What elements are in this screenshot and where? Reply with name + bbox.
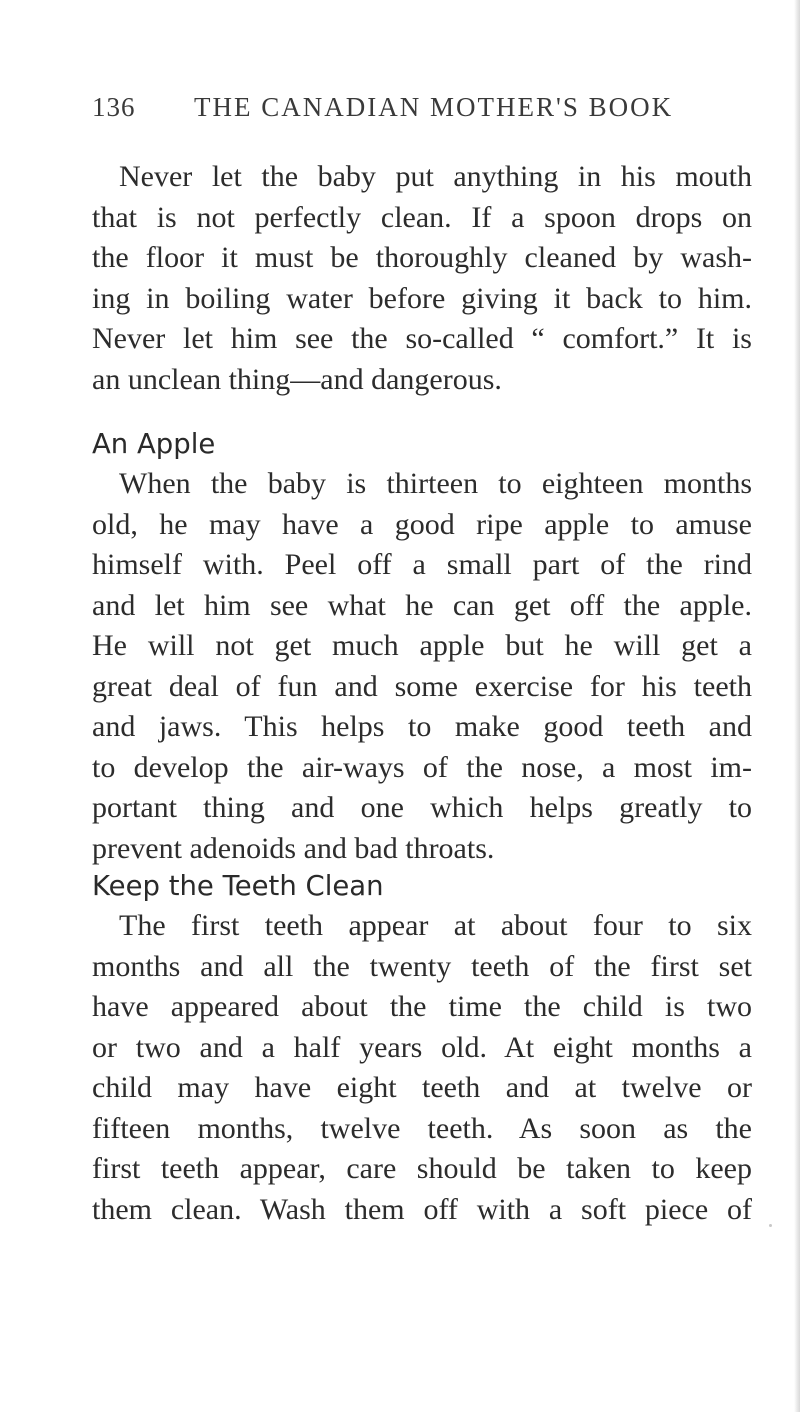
text-line: the floor it must be thoroughly cleaned by wash- — [92, 241, 752, 274]
text-line: The first teeth appear at about four to six — [119, 909, 752, 942]
text-line: portant thing and one which helps greatly to — [92, 791, 752, 824]
text-line: that is not perfectly clean. If a spoon drops on — [92, 200, 752, 234]
running-head: THE CANADIAN MOTHER'S BOOK — [194, 92, 674, 122]
text-line: Never let the baby put anything in his mouth — [119, 160, 752, 193]
text-line: himself with. Peel off a small part of the rind — [92, 548, 752, 581]
text-line: old, he may have a good ripe apple to amuse — [92, 507, 752, 541]
text-line: or two and a half years old. At eight months a — [92, 1030, 752, 1064]
page-header — [92, 92, 752, 132]
text-line: Never let him see the so-called “ comfort.” It is — [92, 322, 752, 355]
paragraph-baby-mouth — [92, 157, 752, 400]
text-line: great deal of fun and some exercise for his teeth — [92, 669, 752, 703]
text-line: ing in boiling water before giving it back to him. — [92, 281, 752, 315]
section-keep-teeth-clean — [92, 866, 752, 1230]
text-line: prevent adenoids and bad throats. — [92, 831, 495, 865]
text-line: them clean. Wash them off with a soft piece of — [92, 1192, 752, 1226]
section-an-apple — [92, 424, 752, 869]
text-line: have appeared about the time the child is two — [92, 990, 752, 1023]
text-line: an unclean thing—and dangerous. — [92, 362, 502, 396]
section-heading: An Apple — [92, 428, 216, 460]
text-line: and jaws. This helps to make good teeth and — [92, 710, 752, 743]
text-line: fifteen months, twelve teeth. As soon as the — [92, 1111, 752, 1145]
section-heading: Keep the Teeth Clean — [92, 870, 384, 902]
text-line: When the baby is thirteen to eighteen months — [119, 467, 752, 500]
text-line: child may have eight teeth and at twelve or — [92, 1071, 752, 1104]
page-edge-shadow — [794, 0, 800, 1412]
text-line: first teeth appear, care should be taken to keep — [92, 1152, 752, 1185]
paper-speck — [769, 1224, 772, 1227]
text-line: months and all the twenty teeth of the first set — [92, 949, 752, 983]
page-number: 136 — [92, 92, 136, 122]
text-line: He will not get much apple but he will get a — [92, 629, 752, 662]
text-line: to develop the air-ways of the nose, a most im- — [92, 750, 752, 784]
text-line: and let him see what he can get off the apple. — [92, 588, 752, 622]
